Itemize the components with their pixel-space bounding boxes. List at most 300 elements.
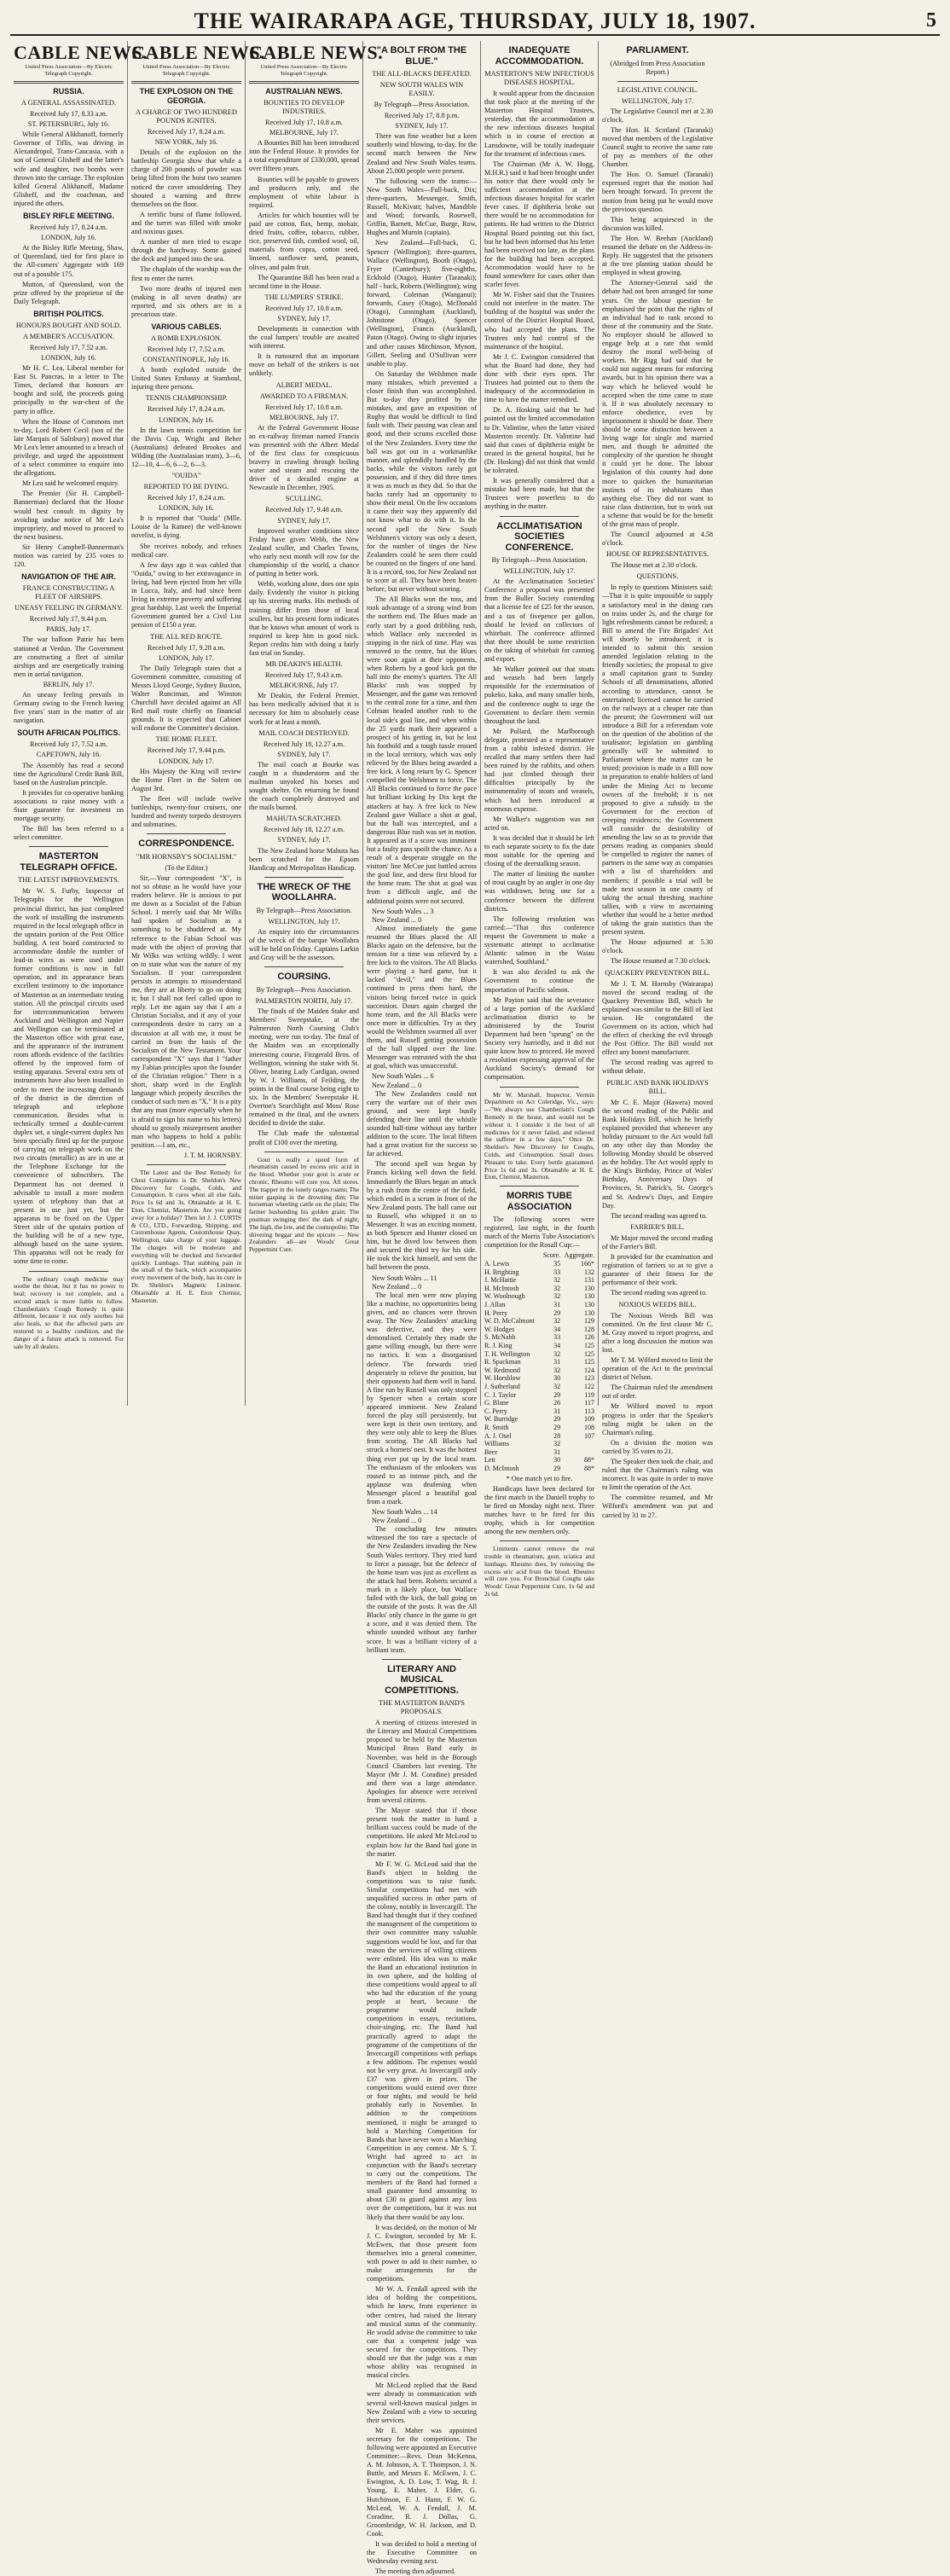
dateline: MELBOURNE, July 17. (269, 129, 339, 137)
article-text: The Quarantine Bill has been read a second time in the House. (249, 273, 359, 290)
table-row (484, 1301, 594, 1309)
score-name: J. Sutherland (484, 1382, 520, 1390)
dateline: LONDON, July 16. (41, 353, 96, 362)
section-subheading: TENNIS CHAMPIONSHIP. (145, 394, 228, 403)
table-row (484, 1407, 594, 1416)
section-heading: MR DEAKIN'S HEALTH. (265, 660, 343, 669)
score-name: D. McIntosh (484, 1464, 519, 1472)
divider (249, 81, 359, 84)
received-line: Received July 17, 10.8 a.m. (265, 119, 343, 126)
table-row (484, 1333, 594, 1342)
article-text: The following resolution was carried:—"That this conference request the Government to make a systematic attempt to acclimatise Atlantic salmon in the Waiau watershed, Southland." (484, 914, 594, 966)
article-text: Mr McLeod replied that the Band were already in communication with several well-known musical judges in New Zealand with a view to securing their services. (367, 2382, 477, 2424)
section-heading: PARLIAMENT. (626, 45, 689, 55)
received-line: Received July 17, 8.8 p.m. (384, 112, 460, 120)
score-value: 33 (553, 1333, 561, 1342)
score-name: R. J. King (484, 1342, 513, 1349)
table-header-score: Score. (542, 1251, 561, 1260)
score-value: 32 (553, 1292, 561, 1301)
article-text: Mr H. C. Lea, Liberal member for East St. Pancras, in a letter to The Times, declared that honours are bought and sold, the proceeds going principally to the war-chest of the party in office. (14, 364, 124, 415)
score-aggregate: 124 (584, 1366, 594, 1374)
dateline: CONSTANTINOPLE, July 16. (142, 356, 230, 364)
article-text: It was generally considered that a mistake had been made, but that the Trustees were powerless to do anything in the matter. (484, 477, 594, 511)
score-value: 30 (553, 1456, 561, 1465)
received-line: Received July 17, 7.52 a.m. (148, 345, 225, 353)
article-text: It provides for co-operative banking associations to raise money with a State guarantee for investment on mortgage security. (14, 788, 124, 823)
dateline: LONDON, July 16. (159, 504, 214, 513)
article-text: The local men were now playing like a machine, no opportunities being given, and no chances were thrown away. The New Zealanders' attacking was defective, and they were demoralised. Certainly they made the game willing enough, but there were no tactics. It was a disorganised defence. The forwards tried desperately to relieve the position, but their opponents had them well in hand. A fine run by Russell was only stopped by Spencer when a certain score appeared imminent. New Zealand forced the play still persistently, but were kept in their own territory, and they were only able to keep the Blues from scoring. The All Blacks had struck a hornets' nest. It was the hottest thing ever put up by the local team. The enthusiasm of the onlookers was roused to an intense pitch, and the applause was deafening when Messenger placed a beautiful goal from a mark. (367, 1291, 477, 1506)
article-text: The Bill has been referred to a select committee. (14, 825, 124, 842)
section-heading: BRITISH POLITICS. (33, 309, 104, 318)
section-subheading: REPORTED TO BE DYING. (143, 483, 229, 491)
score-name: W. D. McCalmont (484, 1317, 535, 1326)
section-heading: FARRIER'S BILL. (630, 1222, 685, 1231)
table-row (484, 1276, 594, 1285)
article-text: A bomb exploded outside the United States Embassy at Stamboul, injuring three persons. (131, 366, 241, 392)
score-aggregate: 131 (584, 1276, 594, 1285)
score-value: 28 (553, 1431, 561, 1440)
article-text: It was also decided to ask the Government to continue the importation of Pacific salmon. (484, 968, 594, 994)
score-value: 31 (553, 1448, 561, 1456)
divider (500, 516, 579, 517)
received-line: Received July 17, 10.8 a.m. (265, 304, 343, 312)
dateline: LONDON, July 17. (159, 757, 214, 765)
section-subheading: THE MASTERTON BAND'S PROPOSALS. (379, 1699, 465, 1716)
article-text: The mail coach at Bourke was caught in a thunderstorm and the mailman unyoked his horses and sought shelter. On returning he found the coach completely destroyed and the mails burned. (249, 760, 359, 812)
article-text: It was decided to hold a meeting of the Executive Committee on Wednesday evening next. (367, 2540, 477, 2566)
article-text: Mr Deakin, the Federal Premier, has been medically advised that it is necessary for him to absolutely cease work for at least a month. (249, 692, 359, 726)
dateline: CAPETOWN, July 16. (36, 751, 101, 759)
divider (382, 1659, 461, 1660)
article-text: The concluding few minutes witnessed the too rare a spectacle of the New Zealanders invading the New South Wales territory. They tried hard to force a passage, but the defence of the home team was just as excellent as the attack had been. Roberts secured a mark in a likely place, but Wallace failed with the kick, the ball going on the outside of the posts. It was the All Blacks' only chance in the game to get a score, and it was denied them. The whistle sounded without any further score. It was a brilliant victory of a brilliant team. (367, 1525, 477, 1654)
article-text: When the House of Commons met to-day, Lord Robert Cecil (son of the late Marquis of Salisbury) moved that Mr Lea's letter amounted to a breach of privilege, and urged the appointment of a select committee to enquire into the allegations. (14, 417, 125, 478)
divider (14, 81, 124, 84)
section-heading: THE ALL RED ROUTE. (150, 632, 223, 641)
article-text: Mr Walker's suggestion was not acted on. (484, 815, 594, 832)
article-text: The Assembly has read a second time the Agricultural Credit Bank Bill, based on the Australian principle. (14, 761, 124, 786)
article-text: Mr Pollard, the Marlborough delegate, protested as a representative from a rabbit infested district. He recalled that many settlers there had been ruined by the rabbits, and others had just climbed through their difficulties principally by the instrumentality of stoats and weasels, which had been introduced at enormous expense. (484, 727, 594, 813)
section-heading: QUACKERY PREVENTION BILL. (605, 968, 710, 977)
score-aggregate: 125 (584, 1342, 594, 1349)
article-text: It is rumoured that an important move on behalf of the strikers is not unlikely. (249, 352, 359, 378)
article-text: A Bounties Bill has been introduced into the Federal House. It provides for a total expenditure of £330,000, spread over fifteen years. (249, 139, 359, 173)
score-name: A. Lewis (484, 1260, 510, 1268)
score-name: C. Perry (484, 1407, 507, 1415)
dateline: ST. PETERSBURG, July 16. (27, 120, 110, 129)
table-row (484, 1358, 594, 1366)
divider (29, 846, 108, 847)
dateline: MELBOURNE, July 17. (269, 413, 339, 421)
article-text: The fleet will include twelve battleships, twenty-four cruisers, one hundred and twenty torpedo destroyers and submarines. (131, 794, 241, 829)
article-text: The second reading was agreed to. (611, 1289, 708, 1297)
article-text: The New Zealand horse Mahuta has been scratched for the Epsom Handicap and Metropolitan Handicap. (249, 846, 359, 872)
table-row (484, 1309, 594, 1318)
table-row (484, 1456, 594, 1465)
article-text: On Saturday the Welshmen made many mistakes, which prevented a closer finish than was accomplished. But to-day they profited by the mistakes, and gave an exposition of Rugby that would be difficult to find fault with. Their passing was clean and good, and their scrums excelled those of the New Zealanders. Every time the ball was got out in a workmanlike manner, and splendidly handled by the backs, while the visitors rarely got possession, and if they did three times it was as much as they did. So that the backs rarely had an opportunity to show their metal. On the few occasions it came their way they apparently did not know what to do with it. In the second spell the New South Welshmen's victory was only a desert, for the number of tinges the New Zealanders could be seen there could be counted on the fingers of one hand. It is a record, too, for New Zealand not to score at all. They have been beaten before, but never without scoring. (367, 369, 477, 594)
to-editor: (To the Editor.) (165, 863, 208, 872)
score-line: New South Wales ... 6 (372, 1072, 434, 1081)
table-row (484, 1374, 594, 1383)
score-aggregate: 88* (584, 1464, 594, 1472)
score-name: A. J. Osel (484, 1431, 512, 1440)
article-text: Webb, working alone, does one spin daily. Evidently the visitor is picking up his steering marks. His methods of training differ from those of local scullers, but his present form indicates that he knows what amount of work is required to keep him in good nick. Report credits him with doing a fairly fast trial on Sunday. (249, 580, 359, 657)
article-text: Articles for which bounties will be paid are cotton, flax, hemp, mohair, dried fruits, coffee, tobacco, rubber, rice, preserved fish, combed wool, oil, materials from copra, cotton seed, linseed, sunflower seed, peanuts, olives, and palm fruit. (249, 211, 359, 271)
article-text: The second reading was agreed to without debate. (602, 1059, 713, 1076)
score-value: 31 (553, 1407, 561, 1415)
article-text: The meeting then adjourned. (375, 2567, 456, 2576)
table-header-name (484, 1251, 541, 1260)
score-name: W. Burridge (484, 1415, 518, 1424)
score-aggregate: 113 (584, 1407, 594, 1415)
article-text: The committee resumed, and Mr Wilford's amendment was put and carried by 31 to 27. (602, 1494, 713, 1519)
section-subheading: THE ALL-BLACKS DEFEATED. (372, 70, 472, 78)
table-row (484, 1366, 594, 1375)
article-text: The war balloon Patrie has been stationed at Verdun. The Government are constructing a fleet of similar airships and are energetically training men in aerial navigation. (14, 635, 124, 678)
article-text: An enquiry into the circumstances of the wreck of the barque Woollahra will be held on Friday. Captains Larkin and Gray will be the assessors. (249, 928, 359, 962)
dateline: SYDNEY, July 17. (395, 122, 449, 131)
divider (29, 1271, 108, 1272)
score-aggregate: 119 (584, 1390, 594, 1399)
dateline: BERLIN, July 17. (43, 680, 95, 688)
article-text: Mr Walker pointed out that stoats and weasels had been largely responsible for the extermination of pukeko, kaka, and many smaller birds, and the conference ought to urge the Government to declare them vermin throughout the land. (484, 665, 594, 725)
score-name: H. McIntosh (484, 1284, 519, 1292)
section-heading: SCULLING. (285, 495, 323, 503)
section-heading: PUBLIC AND BANK HOLIDAYS BILL. (606, 1078, 709, 1095)
article-text: A number of men tried to escape through the hatchway. Some gained the deck and jumped into the sea. (131, 238, 241, 264)
byline: By Telegraph—Press Association. (374, 101, 470, 108)
section-heading: THE LUMPERS' STRIKE. (264, 293, 344, 301)
score-line: New Zealand ... 0 (372, 1517, 422, 1525)
article-text: The Speaker then took the chair, and ruled that the Chairman's ruling was incorrect. It was quite in order to move to limit the operation of the Act. (602, 1458, 713, 1492)
column-4 (363, 41, 481, 2576)
table-header-row (484, 1251, 594, 1260)
score-name: W. Horsblow (484, 1374, 521, 1383)
section-heading: LEGISLATIVE COUNCIL. (617, 85, 698, 94)
dateline: PARIS, July 17. (46, 625, 91, 634)
advertisement: The ordinary cough medicine may soothe the throat, but it has no power to heal; recovery is not complete, and a second attack is more liable to follow. Chamberlain's Cough Remedy is quite different, because it not only soothes but also heals, so that the affected parts are restored to a healthy condition, and the danger of a future attack is removed. For sale by all dealers. (14, 1274, 124, 1350)
dateline: WELLINGTON, July 17. (268, 917, 340, 925)
table-row (484, 1391, 594, 1400)
article-text: The Hon. O. Samuel (Taranaki) expressed regret that the motion had been brought forward. To prevent the motion from being put he would move the previous question. (602, 171, 713, 213)
section-subheading: A GENERAL ASSASSINATED. (20, 99, 117, 107)
score-name: Williams (484, 1440, 510, 1448)
divider (147, 1164, 226, 1165)
score-aggregate: 128 (584, 1325, 594, 1333)
score-value: 32 (553, 1284, 561, 1292)
score-line: New Zealand ... 0 (372, 1081, 422, 1089)
received-line: Received July 17, 10.8 a.m. (265, 403, 343, 411)
score-value: 32 (553, 1366, 561, 1374)
section-subheading: BOUNTIES TO DEVELOP INDUSTRIES. (264, 99, 345, 115)
article-text: She receives nobody, and refuses medical care. (131, 542, 241, 559)
score-name: W. Redmond (484, 1366, 520, 1374)
score-name: Lett (484, 1456, 495, 1465)
article-text: Handicaps have been declared for the first match in the Daniell trophy to be fired on Monday night next. Three matches have to be fired for this trophy, which is for competition among the new members only. (484, 1484, 594, 1536)
article-text: There was fine weather but a keen southerly wind blowing, to-day, for the second match between the New Zealand and New South Wales teams. About 25,000 people were present. (367, 132, 477, 175)
received-line: Received July 17, 9.28 a.m. (148, 643, 225, 652)
article-text: Mr E. Maher was appointed secretary for the competitions. The following were appointed an Executive Committee:—Revs. Dean McKenna, A. M. Johnson, A. T. Thompson, J. N. Buttle, and Messrs E. McEwen, J. C. Ewington, A. D. Low, T. Wag, R. J. Young, E. Maher, J. Elder, G. Hutchinson, F. J. Hunn, F. W. G. McLeod, W. A. Fendall, J. M. Coradine, R. J. Dollas, G. Groombridge, W. H. Jackson, and D. Cook. (367, 2426, 477, 2538)
divider (264, 877, 344, 878)
article-text: The Club made the substantial profit of £100 over the meeting. (249, 1129, 359, 1146)
score-aggregate: 88* (584, 1456, 594, 1465)
score-line: New South Wales ... 11 (372, 1273, 437, 1282)
received-line: Received July 18, 12.27 a.m. (263, 826, 345, 834)
received-line: Received July 17, 9.48 a.m. (265, 506, 343, 514)
article-text: A few days ago it was cabled that "Ouida," owing to her extravagance in living, had been ejected from her villa in Lucca, Italy, and had since been living in extreme poverty and suffering great hardship. Last week the Imperial Government granted her a Civil List pension of £150 a year. (131, 560, 241, 629)
article-text: Mr J. C. Ewington considered that what the Board had done, they had done with their eyes open. The Trustees had pointed out to them the inadequacy of the accommodation in time to have the matter remedied. (484, 352, 594, 404)
article-text: The second reading was agreed to. (611, 1211, 708, 1220)
article-text: A terrific burst of flame followed, and the turret was filled with smoke and noxious gases. (131, 210, 241, 236)
section-subheading: A BOMB EXPLOSION. (150, 334, 223, 342)
score-name: H. Perry (484, 1308, 508, 1317)
page-number: 5 (926, 9, 936, 32)
score-name: R. Spackman (484, 1358, 521, 1366)
dateline: LONDON, July 16. (159, 415, 214, 424)
dateline: WELLINGTON, July 17. (503, 567, 576, 576)
received-line: Received July 17, 8.24 a.m. (30, 223, 107, 232)
dateline: PALMERSTON NORTH, July 17. (255, 997, 353, 1005)
article-text: The Attorney-General said the debate had not been arranged for some years. On the labour question he emphasised the point that the rights of an individual had to rank second to those of the community and the State. No employer should be allowed to engage help at a rate that would destroy the moral well-being of workers. Mr Rigg had said that he could not suggest means for enforcing awards, but in his opinion there was a way which he believed would be accepted when the time came to state it. If it was absolutely necessary to enforce obedience, even by imprisonment it should be done. There should be some distinction between a living wage for single and married men, and though he admitted the complexity of the question he thought it could yet be done. The labour legislation of this country had done more to quicken the humanitarian instincts of its inhabitants than anything else. They did not want to raise class distinction, but to work out a scheme that would be for the benefit of the great mass of people. (602, 279, 713, 528)
article-text: The Legislative Council met at 2.30 o'clock. (602, 107, 713, 124)
table-row (484, 1383, 594, 1391)
table-row (484, 1440, 594, 1448)
column-heading: CABLE NEWS. (131, 42, 266, 63)
score-name: R. Smith (484, 1423, 509, 1431)
article-text: In the lawn tennis competition for the Davis Cup, Wright and Beher (Australians) defeated Brookes and Wilding (the Australasian team), 3—6, 12—10, 4—6, 6—2, 6—3. (131, 426, 241, 468)
table-row (484, 1317, 594, 1326)
article-text: On a division the motion was carried by 35 votes to 21. (602, 1438, 713, 1455)
score-aggregate: 166* (581, 1260, 594, 1268)
score-value: 31 (553, 1358, 561, 1366)
article-text: The All Blacks won the toss, and took advantage of a strong wind from the northern end. The Blues made an early start by a good dribbling rush, which Wallace only succeeded in stopping in the nick of time. Play was removed to the centre, but the Blues were soon again at their opponents, when Roberts by a good kick got the ball into the enemy's quarters. The All Blacks' rush was stopped by Messenger, and the game was removed to the central zone for a time, and then Colman headed another rush to the local side's goal line, and when within the 25 yards mark there appeared a prospect of his getting in, but he lost his foothold and a tough tussle ensued in the local territory, which was only relieved by the Blues being awarded a free kick. A long return by G. Spencer compelled the Welshmen to force. The All Blacks continued to force the pace but brilliant kicking by Dix kept the attackers at bay. A free kick to New Zealand gave Wallace a shot at goal, but the ball was intercepted, and a dangerous Blue rush was set in motion. It appeared as if a score was imminent but a faulty pass spoilt the chance. As a result of a desperate struggle on the visitors' line McCue just battled across the goal line, and drew first blood for the home team. The shot at goal was from a difficult angle, and the additional points were not secured. (367, 595, 477, 905)
score-aggregate: 132 (584, 1268, 594, 1276)
score-line: New South Wales ... 14 (372, 1508, 437, 1517)
column-6 (599, 41, 716, 1519)
article-text: The following scores were registered, last night, in the fourth match of the Morris Tube Association's competition for the Rosall Cup:— (484, 1215, 594, 1250)
article-text: It was decided that it should be left to each separate society to fix the date most suitable for the opening and closing of the deerstalking season. (484, 833, 594, 868)
score-line: New Zealand ... 0 (372, 915, 422, 924)
column-subheading: United Press Association—By Electric Telegraph Copyright. (142, 64, 230, 77)
article-text: The Daily Telegraph states that a Government committee, consisting of Messrs Lloyd George, Sydney Buxton, Walter Runciman, and Winston Churchill have decided against an All Red mail route chiefly on financial grounds. It is expected that Cabinet will endorse the Committee's decision. (131, 664, 241, 733)
article-text: Dr. A. Hosking said that he had pointed out the limited accommodation to Dr. Valintine, when the latter visited Masterton recently. Dr. Valintine had said that cases of diphtheria might be treated in the general hospital, but he (Dr. Hosking) did not think that would be tolerated. (484, 406, 594, 475)
score-name: J. McHattie (484, 1276, 517, 1285)
divider (500, 1087, 579, 1088)
article-text: The Hon. W. Beehan (Auckland) resumed the debate on the Address-in-Reply. He suggested that the prisoners at the tree planting station should be employed in wheat growing. (602, 234, 713, 277)
article-text: The Chairman (Mr A. W. Hogg, M.H.R.) said it had been brought under his notice that there would only be sufficient accommodation at the infectious diseases hospital for scarlet fever cases. If diphtheria broke out there would be no accommodation for patients. He had written to the District Hospital Board pointing out this fact, but he had been informed that his letter had been received too late, as the plans for the building had been accepted. Accommodation would have to be found somewhere for cases other than scarlet fever. (484, 160, 594, 289)
dateline: SYDNEY, July 17. (277, 836, 331, 844)
score-table (484, 1251, 594, 1472)
score-value: 30 (553, 1374, 561, 1383)
article-text: The House met at 2.30 o'clock. (611, 561, 698, 570)
article-text: Sir Henry Campbell-Bannerman's motion was carried by 235 votes to 120. (14, 542, 124, 569)
article-text: New Zealand—Full-back, G. Spencer (Wellington); three-quarters, Wallace (Wellington), Booth (Otago), Fryer (Canterbury); five-eighths, Eckhold (Otago), Hunter (Taranaki); half - back, Roberts (Wellington); wing forward, Coleman (Wanganui); forwards, Casey (Otago), McDonald (Otago), Cunningham (Auckland), Johnstone (Otago), Spencer (Wellington), Francis (Auckland), Paton (Otago). Owing to slight injuries and other causes Mitchinson, Mynott, Gillett, Seeling and O'Sullivan were unable to play. (367, 239, 477, 368)
section-heading: CORRESPONDENCE. (138, 838, 235, 850)
section-subheading: AWARDED TO A FIREMAN. (259, 392, 349, 400)
section-subheading: NEW SOUTH WALES WIN EASILY. (379, 81, 464, 97)
article-text: The Council adjourned at 4.58 o'clock. (602, 531, 713, 548)
score-value: 32 (553, 1276, 561, 1285)
section-heading: MASTERTON TELEGRAPH OFFICE. (20, 851, 118, 873)
score-aggregate: 117 (584, 1399, 594, 1407)
score-name: T. H. Wellington (484, 1349, 530, 1358)
masthead-title: THE WAIRARAPA AGE, THURSDAY, JULY 18, 1907. (194, 9, 756, 33)
score-value: 29 (553, 1415, 561, 1424)
table-row (484, 1350, 594, 1359)
section-heading: NOXIOUS WEEDS BILL. (618, 1300, 697, 1308)
article-text: An uneasy feeling prevails in Germany owing to the French having five years' start in the matter of air navigation. (14, 690, 124, 725)
article-text: Mr Wilford moved to report progress in order that the Speaker's ruling might be taken on the Chairman's ruling. (602, 1402, 713, 1436)
divider (147, 833, 226, 834)
article-text: At the Bisley Rifle Meeting, Shaw, of Queensland, tied for first place in the All-comers' Aggregate with 169 out of a possible 175. (14, 244, 124, 278)
article-text: It would appear from the discussion that took place at the meeting of the Masterton Hospital Trustees, yesterday, that the accommodation at the new infectious diseases hospital which is in course of erection at Lansdowne, will be totally inadequate for the treatment of infectious cases. (484, 90, 594, 158)
section-heading: ALBERT MEDAL. (275, 380, 333, 389)
table-row (484, 1448, 594, 1457)
table-row (484, 1268, 594, 1277)
article-text: The Noxious Weeds Bill was committed. On the first clause Mr C. M. Gray moved to report progress, and after a long discussion the motion was lost. (602, 1311, 713, 1354)
score-table-body (484, 1260, 594, 1472)
score-aggregate: 130 (584, 1292, 594, 1301)
article-text: The Chairman ruled the amendment out of order. (602, 1384, 713, 1401)
divider (264, 966, 344, 967)
score-aggregate: 126 (584, 1333, 594, 1342)
score-value: 29 (553, 1423, 561, 1431)
received-line: Received July 17, 8.24 a.m. (148, 128, 225, 136)
byline: By Telegraph—Press Association. (491, 556, 588, 564)
article-text: It provided for the examination and registration of farriers so as to give a guarantee of their fitness for the performance of their work. (602, 1253, 713, 1287)
article-text: The matter of limiting the number of trout caught by an angler in one day was withdrawn, being one for a conference between the different districts. (484, 870, 594, 913)
score-name: J. Allan (484, 1301, 506, 1309)
received-line: Received July 17, 9.44 p.m. (147, 746, 226, 755)
table-row (484, 1415, 594, 1424)
section-heading: NAVIGATION OF THE AIR. (21, 572, 116, 582)
article-text: It was decided, on the motion of Mr J. C. Ewington, seconded by Mr E. McEwen, that those present form themselves into a general committee, with power to add to their number, to make arrangements for the competitions. (367, 2223, 477, 2283)
article-text: Mr W. A. Fendall agreed with the idea of holding the competitions, which he knew, from experience in other centres, had raised the literary and musical status of the community. He would advise the committee to take care that a competent judge was secured for the competitions. They should see that the judge was a man whose ability was recognised in musical circles. (367, 2285, 477, 2380)
article-text: Mr C. E. Major (Hawera) moved the second reading of the Public and Bank Holidays Bill, which he briefly explained provided that whenever any holiday pursuant to the Act would fall on any other day than Monday the following Monday should be observed as the holiday. The Act would apply to the King's Birthday, Prince of Wales' Birthday, Anniversary Days of Provinces, St. Patrick's, St. George's and St. Andrew's Days, and Empire Day. (602, 1098, 713, 1210)
article-text: Mr J. T. M. Hornsby (Wairarapa) moved the second reading of the Quackery Prevention Bill, which he explained was similar to the Bill of last session. He congratulated the Government on its action, which had the effect of checking the evil through the Post Office. The Bill would not effect any honest manufacturer. (602, 979, 713, 1057)
article-text: A meeting of citizens interested in the Literary and Musical Competitions proposed to be held by the Masterton Municipal Brass Band early in November, was held in the Borough Council Chambers last evening. The Mayor (Mr J. M. Coradine) presided and there was a large attendance. Apologies for absence were received from several citizens. (367, 1719, 477, 1805)
table-row (484, 1465, 594, 1473)
section-subheading: UNEASY FEELING IN GERMANY. (14, 604, 124, 612)
article-text: Mr Lea said he welcomed enquiry. (22, 479, 119, 488)
score-line: New South Wales ... 3 (372, 907, 434, 915)
table-footnote: * One match yet to fire. (506, 1474, 573, 1482)
section-heading: "OUIDA" (171, 472, 201, 480)
column-subheading: United Press Association—By Electric Telegraph Copyright. (25, 64, 113, 77)
column-heading: CABLE NEWS. (249, 42, 384, 63)
score-value: 33 (553, 1268, 561, 1276)
byline: By Telegraph—Press Association. (256, 906, 352, 914)
score-aggregate: 130 (584, 1308, 594, 1317)
section-subheading: HONOURS BOUGHT AND SOLD. (15, 321, 122, 329)
section-heading: MORRIS TUBE ASSOCIATION (507, 1191, 572, 1212)
divider (131, 81, 241, 84)
score-name: Beer (484, 1448, 498, 1456)
dateline: SYDNEY, July 17. (277, 516, 331, 525)
article-text: Almost immediately the game resumed the Blues placed the All Blacks again on the defensive, but the tension for a time was relieved by a free kick to the visitors. The All Blacks were playing a hard game, but it lacked "devil," and the Blues continued to press them hard, the visitors being forced twice in quick succession. Dours again charged the home team, and the All Blacks were once more in difficulties. Try as they would the Welshmen swarmed all over them, and Russell getting possession of the ball slipped over the line. Messenger was entrusted with the shot at goal, which was unsuccessful. (367, 924, 477, 1070)
received-line: Received July 17, 8.33 a.m. (30, 110, 107, 118)
score-value: 29 (553, 1390, 561, 1399)
score-aggregate: 109 (584, 1415, 594, 1424)
table-row (484, 1399, 594, 1407)
article-text: The House adjourned at 5.30 o'clock. (602, 938, 713, 955)
signature: J. T. M. HORNSBY. (183, 1151, 241, 1159)
received-line: Received July 17, 9.43 a.m. (265, 671, 343, 680)
article-text: The second spell was begun by Francis kicking well down the field. Immediately the Blues began an attack by a rush from the centre of the field, which ended in a scrum in front of the New Zealand posts. The ball came out to Russell, who whipped it on to Messenger. It was an exciting moment, as both Spencer and Hunter closed on him, but he dived low between them and secured the third try for his side. He took the kick himself, and sent the ball between the posts. (367, 1160, 477, 1272)
received-line: Received July 17, 8.24 a.m. (148, 494, 225, 502)
article-text: Developments in connection with the coal lumpers' trouble are awaited with interest. (249, 324, 359, 351)
section-heading: THE HOME FLEET. (155, 735, 217, 744)
section-subheading: MASTERTON'S NEW INFECTIOUS DISEASES HOSPITAL. (484, 70, 594, 86)
advertisement: Gout is really a speed form of rheumatism caused by excess uric acid in the blood. Whether your gout is acute or chronic, Rheumo will cure you. All stores. The trapper in the lonely ranges roams; The miner gasping in the drowning dim; The horseman wheeling cattle on the plain; The farmer husbanding his golden grain; The postman swinging thro' the dark of night; The high, the low, and the cosmopolite; The shivering beggar and the epicure — New Zealanders all—are Woods' Great Peppermint Cure. (249, 1155, 359, 1254)
section-heading: RUSSIA. (53, 87, 84, 96)
article-text: Details of the explosion on the battleship Georgia show that while a charge of 200 pounds of powder was being lifted from the hoist two seamen noticed the cover smouldering. They shouted a warning and threw themselves on the floor. (131, 148, 241, 208)
score-name: C. J. Taylor (484, 1390, 517, 1399)
article-text: Mr W. Fisher said that the Trustees could not interfere in the matter. The building of the hospital was under the control of the District Hospital Board, who had accepted the plans. The Trustees only had control of the maintenance of the hospital. (484, 291, 594, 351)
article-text: Sir,—Your correspondent "X", is not so obtuse as he would have your readers believe. He is anxious to put me down as a Socialist of the Fabian School. I merely said that Mr Wilks had spoken of Socialism as a something to be shuddered at. My reference to the Fabian School was made with the object of proving that Mr Wilks was writing wildly. I went on to state what was the nature of my Socialism. If your correspondent persists in attempts to misunderstand me, they are at liberty to go on doing it; but I shall not feel called upon to reply. Let me again say that I am a Christian Socialist, and if any of your correspondents desire to carry on a discussion at all with me, it must be carried on from the basis of the Socialism of the New Testament. Your correspondent "X" says that I "father my Fabian principles upon the founder of the Christian religion." There is a short, sharp word in the English language which properly describes the conduct of such men as "X." It is a pity that any man (more especially when he is afraid to sign his name to his letters) should so grossly misrepresent another man who happens to hold a public position.—I am, etc., (131, 873, 241, 1149)
section-heading: THE WRECK OF THE WOOLLAHRA. (257, 881, 351, 903)
article-text: At the Acclimatisation Societies' Conference a proposal was presented from the Buller Society contending that a license fee of £25 for the season, and a tax of fivepence per gallon, should be levied on collectors of whitebait. The conference affirmed that there should be some restriction on the taking of whitebait for canning and export. (484, 577, 594, 664)
score-name: W. Woolnough (484, 1292, 525, 1301)
table-row (484, 1326, 594, 1334)
score-aggregate: 122 (584, 1382, 594, 1390)
section-heading: HOUSE OF REPRESENTATIVES. (605, 550, 710, 559)
section-subheading: (Abridged from Press Association Report.) (610, 59, 705, 76)
section-subheading: "MR HORNSBY'S SOCIALISM." (136, 852, 237, 861)
article-text: In reply to questions Ministers said:—That it is quite impossible to supply a satisfactory meal in the dining cars on trains under 2s, and the charge for light refreshments cannot be reduced; a Bill to amend the Fire Brigades' Act will shortly be introduced; it is intended to submit this session amended legislation relating to the friendly societies; the proposal to give a small capitation grant to Sunday Schools of all denominations, allotted according to attendance, cannot be entertained; licensed cannot be carried on the railways at a cheaper rate than the present; the Government will not introduce a Bill for a referendum vote on the question of the abolition of the totalisator; legislation on gambling generally will be submitted to Parliament where the matter can be tested; provision is made in a Bill now in preparation to enable holders of land under the Mining Act to become owners of the freehold; it is not proposed to give a subsidy to the Government for the erection of creeping residences; the Government will consider the desirability of amending the law so as to provide that persons reading as companies should be compelled to register the names of partners in the same way as companies with a list of shareholders and members; if possible a trial will be made next season in one county of taking the actual threshing machine tallies, with a view to ascertaining whether that would be a better method of taking the grain statistics than the present system. (602, 583, 713, 937)
divider (617, 81, 698, 82)
article-text: Improved weather conditions since Friday have given Webb, the New Zealand sculler, and Charles Towns, who early next month will row for the championship of the world, a chance of putting in better work. (249, 526, 359, 578)
article-text: Two more deaths of injured men (making in all seven deaths) are reported, and six others are in a precarious state. (131, 284, 241, 318)
table-row (484, 1260, 594, 1268)
section-heading: LITERARY AND MUSICAL COMPETITIONS. (385, 1663, 459, 1696)
column-heading: CABLE NEWS. (14, 42, 148, 63)
section-subheading: A MEMBER'S ACCUSATION. (23, 332, 114, 340)
score-name: G. Blane (484, 1399, 509, 1407)
received-line: Received July 17, 9.44 p.m. (29, 615, 108, 624)
score-value: 29 (553, 1308, 561, 1317)
score-value: 34 (553, 1325, 561, 1333)
section-heading: VARIOUS CABLES. (151, 322, 222, 331)
table-row (484, 1432, 594, 1441)
score-value: 34 (553, 1342, 561, 1349)
score-aggregate: 125 (584, 1349, 594, 1358)
column-1 (10, 41, 148, 1406)
score-line: New Zealand ... 0 (372, 1282, 422, 1291)
dateline: NEW YORK, July 16. (154, 138, 218, 147)
article-text: Mr Major moved the second reading of the Farrier's Bill. (602, 1233, 713, 1250)
dateline: SYDNEY, July 17. (277, 750, 331, 758)
article-text: The chaplain of the warship was the first to enter the turret. (131, 265, 241, 282)
article-text: The finals of the Maiden Stake and Members' Sweepstake, at the Palmerston North Coursing Club's meeting, were run to-day. The final of the Maiden was an exceptionally interesting course, Fitzgerald Bros. of Wellington, winning the stake with St. Oliver, beating Lady Cardigan, owned by W. J. Williams, of Feilding, the points in the final course being eight to six. In the Members' Sweepstake H. Overton's Searchlight and Moss' Rose remained in the final, and the owners decided to divide the stake. (249, 1007, 359, 1128)
columns (10, 41, 940, 2576)
dateline: LONDON, July 17. (159, 653, 214, 662)
advertisement: Liniments cannot remove the real trouble in rheumatism, gout, sciatica and lumbago. Rheumo does, by removing the excess uric acid from the blood. Rheumo will cure you. For Bronchial Coughs take Woods' Great Peppermint Cure, 1s 6d and 2s 6d. (484, 1545, 594, 1598)
score-value: 32 (553, 1382, 561, 1390)
table-row (484, 1424, 594, 1432)
article-text: Mutton, of Queensland, won the prize offered by the proprietor of the Daily Telegraph. (14, 280, 124, 305)
article-text: It is reported that "Ouida" (Mlle. Louise de la Ramee) the well-known novelist, is dying. (131, 514, 241, 540)
article-text: Mr F. W. G. McLeod said that the Band's object in holding the competitions was to raise funds. Similar competitions had met with unqualified success in other parts of the colony, notably in Invercargill. The Band had thought that if they confined the management of the competitions to their own committee many valuable suggestions would be lost, and for that reason the services of willing citizens were enlisted. His idea was to make the Band an educational institution in its own sphere, and the holding of these competitions would appeal to all who had the education of the young people at heart, because the programme would include competitions in essays, recitations, choir-singing, etc. The Band had practically agreed to adapt the programme of the competitions of the Invercargill competitions with perhaps a few additions. The expenses would not be very great. At Invercargill only £37 was given in prizes. The competitions would extend over three or four nights, and would be held probably early in November. In addition to the competitions mentioned, it might be arranged to hold a Marching Competition for Bands that have never won a Marching Competition in any contest. Mr S. T. Wright had agreed to act in conjunction with the Band's secretary to carry out the competitions. The members of the Band had formed a small guarantee fund amounting to about £30 to guard against any loss over the competitions, but it was not likely that there would be any loss. (367, 1859, 477, 2221)
article-text: Bounties will be payable to growers and producers only, and the employment of white labour is required. (249, 175, 359, 209)
article-text: The Mayor stated that if those present took the matter in hand a brilliant success could be made of the competitions. He asked Mr McLeod to explain how far the Band had gone in the matter. (367, 1807, 477, 1858)
score-value: 32 (553, 1349, 561, 1358)
table-header-aggregate: Aggregate. (564, 1251, 594, 1260)
received-line: Received July 17, 8.24 a.m. (148, 405, 225, 414)
byline: By Telegraph—Press Association. (256, 985, 352, 994)
article-text: His Majesty the King will review the Home Fleet in the Solent on August 3rd. (131, 767, 241, 792)
score-aggregate: 130 (584, 1284, 594, 1292)
score-value: 32 (553, 1440, 561, 1448)
